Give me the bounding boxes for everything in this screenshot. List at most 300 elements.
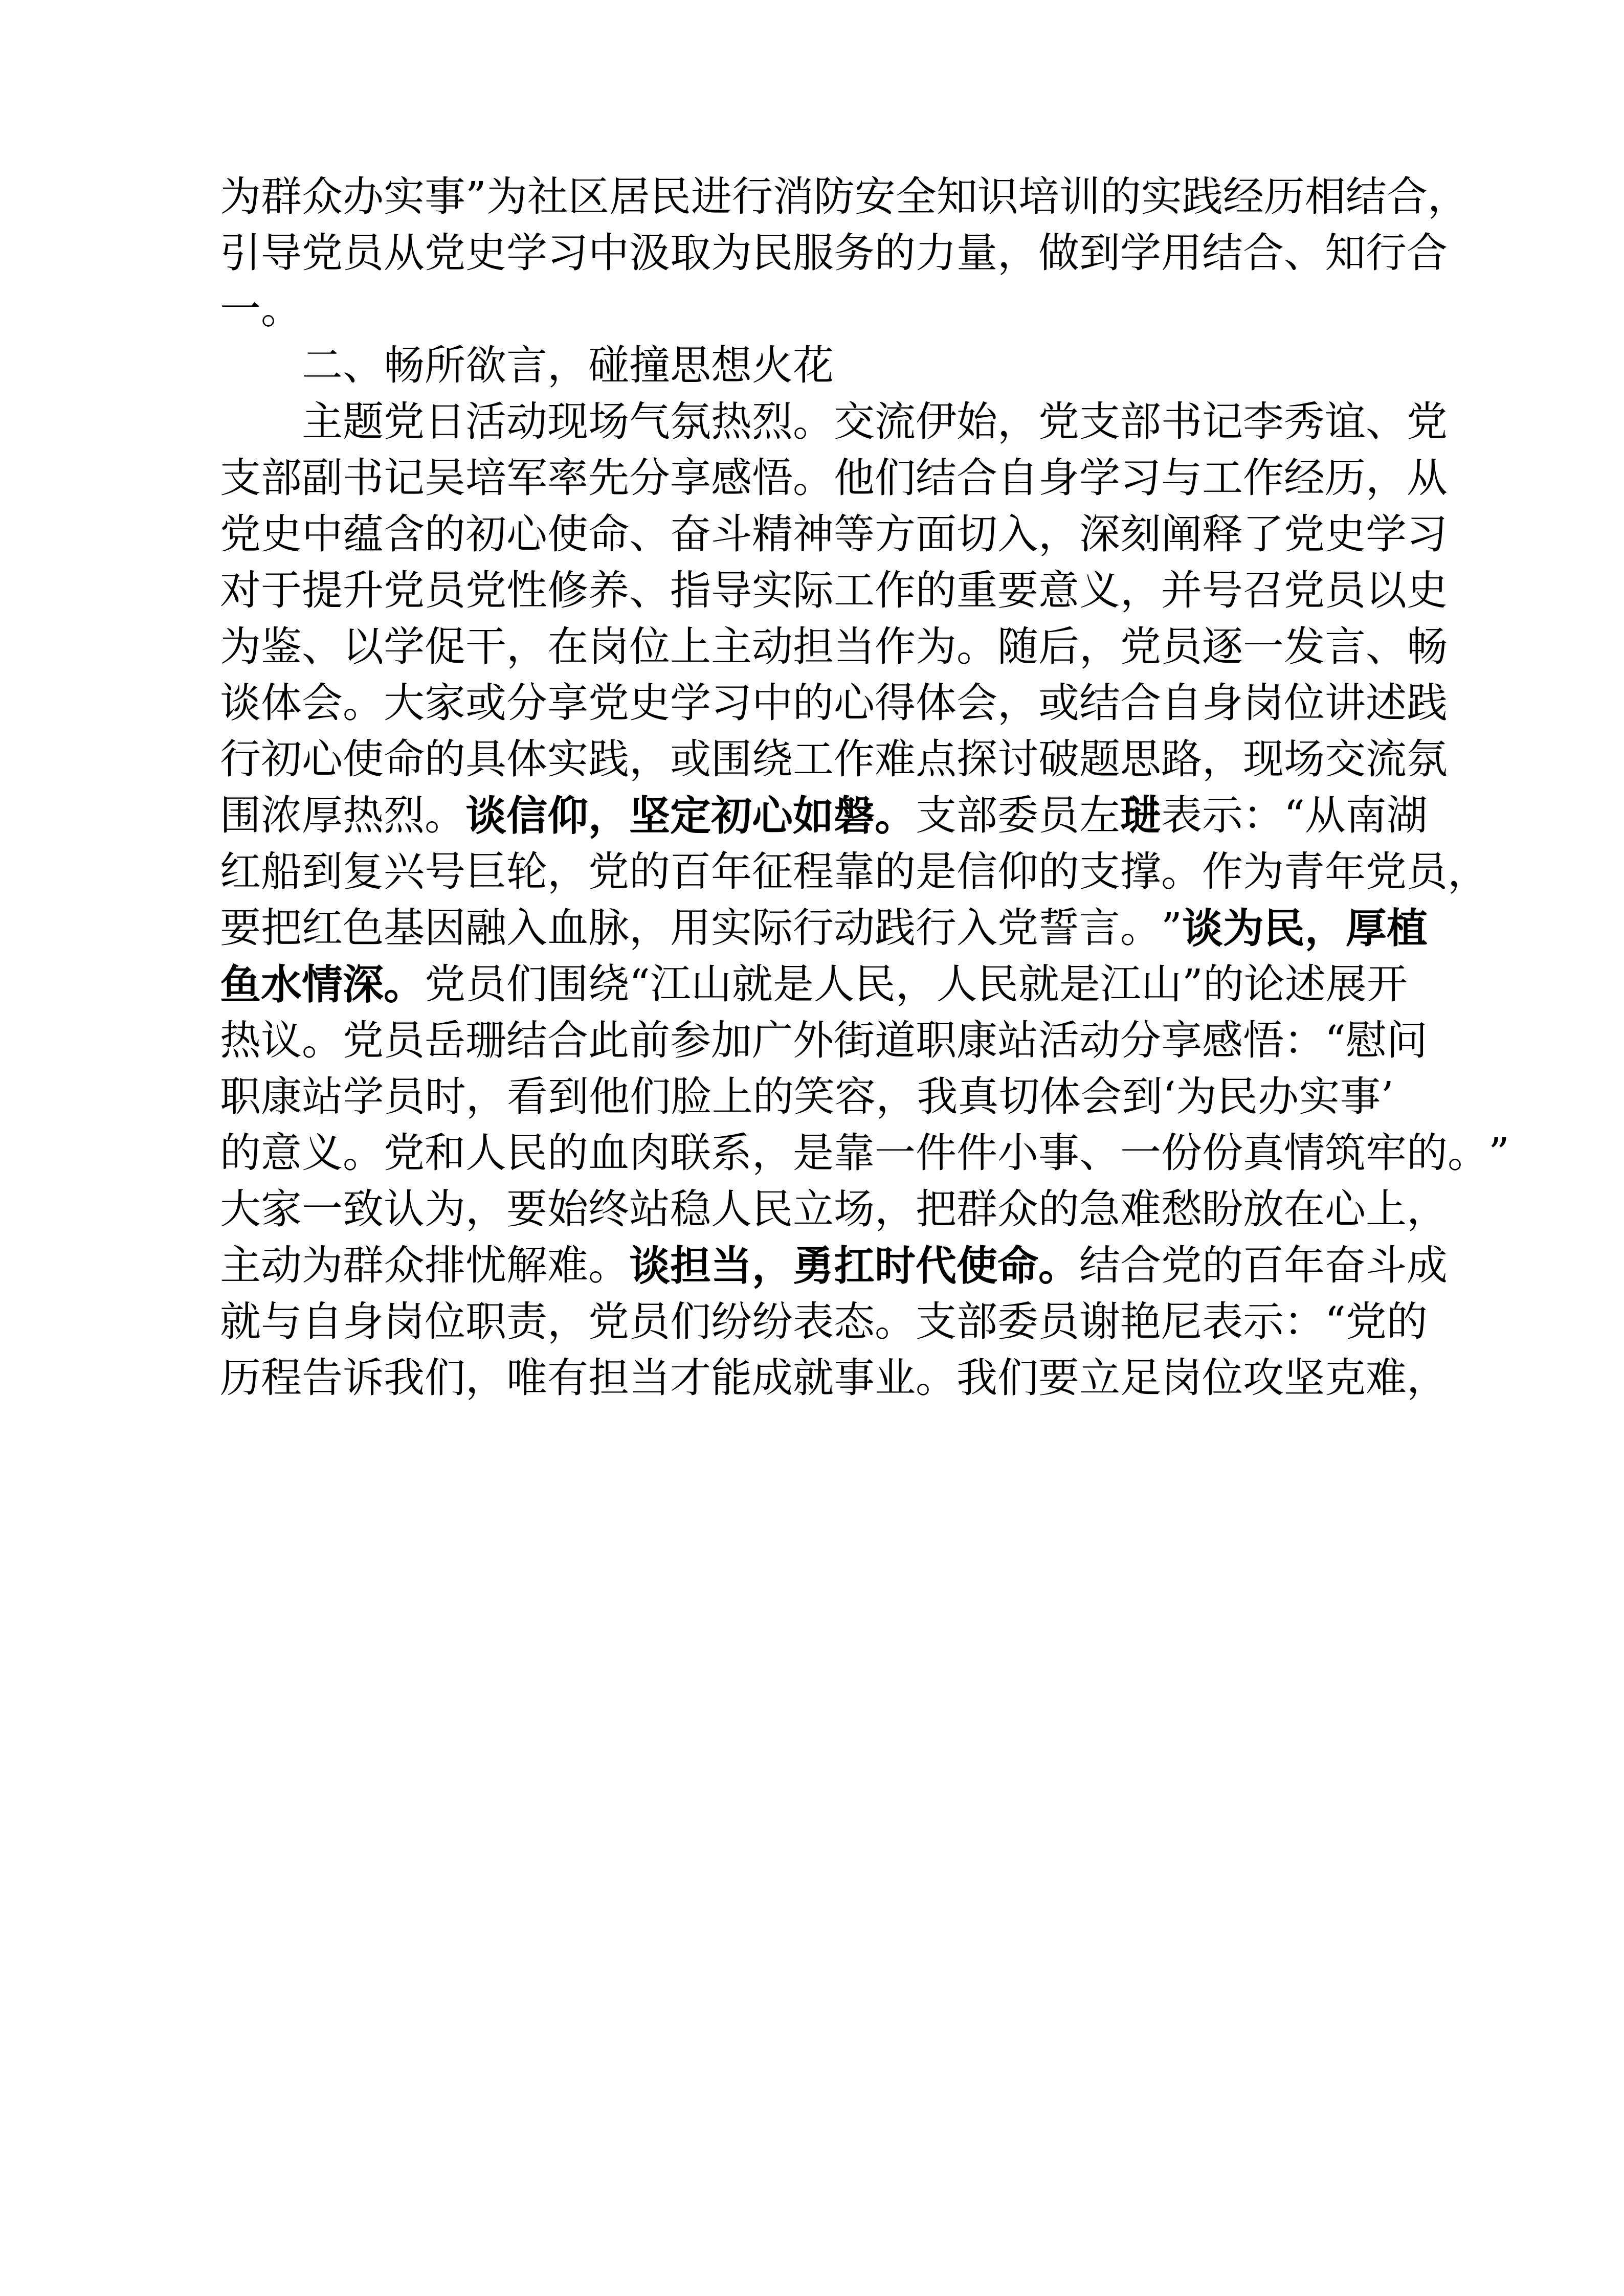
document-glyph: 引 xyxy=(220,229,261,277)
document-glyph: 部 xyxy=(261,454,302,502)
document-glyph: 是 xyxy=(793,1129,834,1177)
document-glyph: ， xyxy=(547,1298,588,1345)
document-line xyxy=(220,562,1448,619)
document-glyph: 居 xyxy=(609,173,650,220)
document-glyph: 情 xyxy=(1284,1129,1325,1177)
document-glyph: “ xyxy=(1325,1017,1346,1064)
document-glyph: ” xyxy=(465,173,486,220)
document-glyph: 融 xyxy=(465,904,506,952)
document-glyph: 命 xyxy=(997,1242,1038,1290)
document-glyph: 党 xyxy=(588,1298,629,1345)
document-glyph: 愁 xyxy=(1161,1185,1202,1233)
document-glyph: 体 xyxy=(261,679,302,727)
document-glyph: 性 xyxy=(506,567,547,614)
document-glyph: 入 xyxy=(956,904,997,952)
document-glyph: 习 xyxy=(547,229,588,277)
document-glyph: 享 xyxy=(547,679,588,727)
document-glyph: 部 xyxy=(956,1298,997,1345)
document-line xyxy=(220,506,1448,562)
document-glyph: 气 xyxy=(629,398,670,445)
document-glyph: 。 xyxy=(793,454,834,502)
document-glyph: 主 xyxy=(220,1242,261,1289)
document-glyph: 事 xyxy=(1340,1073,1381,1120)
document-glyph: 员 xyxy=(384,1017,425,1064)
document-glyph: 康 xyxy=(261,1073,302,1120)
document-glyph: 合 xyxy=(1243,229,1284,277)
document-glyph: 笑 xyxy=(793,1073,835,1120)
document-glyph: 阐 xyxy=(1161,510,1202,558)
document-glyph: 船 xyxy=(261,848,302,895)
document-glyph: 誓 xyxy=(1038,904,1079,952)
document-glyph: 仰 xyxy=(997,848,1038,895)
document-glyph: 意 xyxy=(261,1129,302,1177)
document-glyph: 艳 xyxy=(1120,1298,1161,1345)
document-glyph: 学 xyxy=(1120,229,1161,277)
document-glyph: 的 xyxy=(425,510,465,558)
document-glyph: 党 xyxy=(302,229,343,277)
document-glyph: 。 xyxy=(343,679,384,727)
document-glyph: 面 xyxy=(916,510,956,558)
document-glyph: 用 xyxy=(670,904,711,952)
document-glyph: ， xyxy=(465,1354,506,1402)
document-glyph: 意 xyxy=(1038,567,1079,614)
document-glyph: ， xyxy=(547,848,588,895)
document-glyph: 培 xyxy=(1018,173,1059,220)
document-glyph: 慰 xyxy=(1345,1017,1387,1064)
document-glyph: 定 xyxy=(670,792,711,840)
document-glyph: 如 xyxy=(793,792,834,840)
document-glyph: 委 xyxy=(997,1298,1038,1345)
document-glyph: 心 xyxy=(834,679,875,727)
document-glyph: 动 xyxy=(261,1242,302,1289)
document-glyph: 号 xyxy=(425,848,465,895)
document-glyph: 结 xyxy=(1079,1242,1120,1289)
document-glyph: ， xyxy=(1407,1354,1448,1402)
document-glyph: 切 xyxy=(998,1073,1040,1120)
document-glyph: 身 xyxy=(343,1298,384,1345)
document-glyph: 热 xyxy=(711,398,752,445)
document-glyph: 事 xyxy=(425,173,465,220)
document-glyph: 员 xyxy=(425,567,465,614)
document-glyph: ， xyxy=(1407,1185,1448,1233)
document-glyph: 区 xyxy=(568,173,609,220)
document-glyph: 山 xyxy=(691,960,732,1008)
document-glyph: 们 xyxy=(997,1354,1038,1402)
document-glyph: 忧 xyxy=(465,1242,506,1289)
document-glyph: 奋 xyxy=(670,510,711,558)
document-glyph: 红 xyxy=(220,848,261,895)
document-glyph: 先 xyxy=(588,454,629,502)
document-glyph: 容 xyxy=(835,1073,876,1120)
document-glyph: ， xyxy=(752,1129,793,1177)
document-glyph: 使 xyxy=(343,735,384,783)
document-glyph: 勇 xyxy=(793,1242,834,1290)
document-glyph: 浓 xyxy=(261,792,302,839)
document-glyph: 水 xyxy=(261,960,302,1008)
document-glyph: 工 xyxy=(1202,454,1243,502)
document-glyph: 康 xyxy=(956,1017,997,1064)
document-text-body xyxy=(220,169,1509,1406)
document-line xyxy=(220,169,1469,225)
document-glyph: 历 xyxy=(1325,454,1366,502)
document-glyph: 结 xyxy=(916,454,956,502)
document-glyph: ， xyxy=(465,1185,506,1233)
document-glyph: 修 xyxy=(547,567,588,614)
document-glyph: 支 xyxy=(916,1298,956,1345)
document-line xyxy=(220,787,1428,844)
document-glyph: 动 xyxy=(752,623,793,670)
document-glyph: 体 xyxy=(506,735,547,783)
document-glyph: 务 xyxy=(834,229,875,277)
document-glyph: 会 xyxy=(956,679,997,727)
document-glyph: 上 xyxy=(1366,1185,1407,1233)
document-glyph: 热 xyxy=(343,792,384,839)
document-glyph: 山 xyxy=(1141,960,1182,1008)
document-glyph: 示 xyxy=(1202,792,1243,839)
document-glyph: ， xyxy=(465,1073,507,1120)
document-glyph: 合 xyxy=(1120,1242,1161,1289)
document-glyph: 、 xyxy=(1366,398,1407,445)
document-glyph: 岗 xyxy=(1161,1354,1202,1402)
document-glyph: 百 xyxy=(670,848,711,895)
document-glyph: 的 xyxy=(1038,848,1079,895)
document-glyph: 一 xyxy=(1243,623,1284,670)
document-glyph: 表 xyxy=(793,1298,834,1345)
document-glyph: 要 xyxy=(997,567,1038,614)
document-glyph: 悟 xyxy=(1243,1017,1284,1064)
document-glyph: 员 xyxy=(1161,623,1202,670)
document-glyph: 现 xyxy=(1243,735,1284,783)
document-glyph: 众 xyxy=(302,173,343,220)
document-line xyxy=(220,281,1394,337)
document-glyph: 巨 xyxy=(465,848,506,895)
document-glyph: 行 xyxy=(220,735,261,783)
document-glyph: 促 xyxy=(425,623,465,670)
document-glyph: 路 xyxy=(1161,735,1202,783)
document-glyph: 脸 xyxy=(671,1073,712,1120)
document-glyph: 岗 xyxy=(1243,679,1284,727)
document-glyph: 汲 xyxy=(629,229,670,277)
document-glyph: 位 xyxy=(1202,1354,1243,1402)
document-glyph: 大 xyxy=(220,1185,261,1233)
document-glyph: ， xyxy=(997,679,1038,727)
document-run: 一。 xyxy=(220,285,302,333)
document-glyph: 感 xyxy=(711,454,752,502)
document-glyph: 实 xyxy=(1141,173,1182,220)
document-glyph: 切 xyxy=(956,510,997,558)
document-glyph: 琎 xyxy=(1120,792,1161,839)
document-glyph: 场 xyxy=(1284,735,1325,783)
document-glyph: 作 xyxy=(1202,848,1243,895)
document-glyph: 就 xyxy=(793,1354,834,1402)
document-glyph: 站 xyxy=(302,1073,343,1120)
document-glyph: 员 xyxy=(465,960,506,1008)
document-glyph: 安 xyxy=(854,173,896,220)
document-glyph: 年 xyxy=(1325,848,1366,895)
document-glyph: 践 xyxy=(1182,173,1223,220)
document-glyph: 珊 xyxy=(465,1017,506,1064)
document-glyph: 中 xyxy=(588,229,629,277)
document-glyph: 真 xyxy=(1243,1129,1284,1177)
document-glyph: 结 xyxy=(1345,173,1387,220)
document-glyph: 担 xyxy=(670,1242,711,1290)
document-glyph: 站 xyxy=(997,1017,1038,1064)
document-glyph: ， xyxy=(1448,848,1488,895)
document-glyph: 谢 xyxy=(1079,1298,1120,1345)
document-glyph: 服 xyxy=(793,229,834,277)
document-glyph: 扛 xyxy=(834,1242,875,1290)
document-glyph: 合 xyxy=(1386,173,1428,220)
document-glyph: 就 xyxy=(220,1298,261,1345)
document-line xyxy=(220,394,1448,450)
document-glyph: 态 xyxy=(834,1298,875,1345)
document-glyph: 、 xyxy=(302,623,343,670)
document-glyph: 身 xyxy=(1202,679,1243,727)
document-glyph: 民 xyxy=(854,960,896,1008)
document-glyph: 份 xyxy=(1202,1129,1243,1177)
document-glyph: 担 xyxy=(588,1354,629,1402)
document-glyph: 民 xyxy=(506,1129,547,1177)
document-glyph: 党 xyxy=(1345,1298,1387,1345)
document-glyph: 知 xyxy=(1325,229,1366,277)
document-glyph: 分 xyxy=(506,679,547,727)
document-glyph: 的 xyxy=(220,1129,261,1177)
document-glyph: 当 xyxy=(711,1242,752,1290)
document-glyph: 绕 xyxy=(588,960,629,1008)
document-glyph: 员 xyxy=(1038,1298,1079,1345)
document-line xyxy=(220,956,1408,1012)
document-glyph: 实 xyxy=(384,173,425,220)
document-glyph: 、 xyxy=(1366,623,1407,670)
document-glyph: 为 xyxy=(486,173,527,220)
document-glyph: 学 xyxy=(1366,510,1407,558)
document-glyph: 谈 xyxy=(629,1242,670,1290)
document-glyph: 题 xyxy=(1079,735,1120,783)
document-glyph: 心 xyxy=(506,510,547,558)
document-glyph: ’ xyxy=(1381,1073,1394,1120)
document-glyph: 从 xyxy=(1407,454,1448,502)
document-glyph: 党 xyxy=(425,229,465,277)
document-glyph: 党 xyxy=(997,904,1038,952)
document-glyph: 实 xyxy=(547,735,588,783)
document-glyph: 率 xyxy=(547,454,588,502)
document-glyph: 在 xyxy=(547,623,588,670)
document-glyph: 史 xyxy=(261,510,302,558)
document-glyph: 表 xyxy=(1161,792,1202,839)
document-glyph: 全 xyxy=(895,173,937,220)
document-glyph: 件 xyxy=(956,1129,997,1177)
document-glyph: 行 xyxy=(731,173,773,220)
document-glyph: 员 xyxy=(384,1073,425,1120)
document-glyph: 。 xyxy=(588,1242,629,1289)
document-glyph: 攻 xyxy=(1243,1354,1284,1402)
document-glyph: 言 xyxy=(1079,904,1120,952)
document-line xyxy=(220,450,1448,506)
document-glyph: ， xyxy=(1304,904,1346,952)
document-glyph: 中 xyxy=(302,510,343,558)
document-glyph: 稳 xyxy=(670,1185,711,1233)
document-glyph: 交 xyxy=(834,398,875,445)
document-glyph: 岳 xyxy=(425,1017,465,1064)
document-glyph: 仰 xyxy=(547,792,588,840)
document-glyph: 。 xyxy=(343,1129,384,1177)
document-glyph: 从 xyxy=(384,229,425,277)
document-glyph: 的 xyxy=(1407,1129,1448,1177)
document-glyph: “ xyxy=(629,960,650,1008)
document-glyph: ， xyxy=(629,904,670,952)
document-glyph: ， xyxy=(1427,173,1469,220)
document-glyph: 做 xyxy=(1038,229,1079,277)
document-glyph: 义 xyxy=(1079,567,1120,614)
document-glyph: 湖 xyxy=(1386,792,1428,839)
document-glyph: 入 xyxy=(997,510,1038,558)
document-glyph: 红 xyxy=(302,904,343,952)
document-glyph: 致 xyxy=(343,1185,384,1233)
document-glyph: 结 xyxy=(1079,679,1120,727)
document-glyph: 要 xyxy=(506,1185,547,1233)
document-glyph: 践 xyxy=(588,735,629,783)
document-glyph: 书 xyxy=(1161,398,1202,445)
document-glyph: “ xyxy=(1284,792,1305,839)
document-glyph: 支 xyxy=(1079,848,1120,895)
document-glyph: 学 xyxy=(670,679,711,727)
document-glyph: 办 xyxy=(1258,1073,1299,1120)
document-glyph: 群 xyxy=(956,1185,997,1233)
document-glyph: 伊 xyxy=(916,398,956,445)
document-glyph: 他 xyxy=(589,1073,630,1120)
document-glyph: 难 xyxy=(1366,1354,1407,1402)
document-glyph: 大 xyxy=(384,679,425,727)
document-glyph: 议 xyxy=(261,1017,302,1064)
document-glyph: 看 xyxy=(506,1073,548,1120)
document-glyph: 合 xyxy=(547,1017,588,1064)
document-glyph: 群 xyxy=(343,1242,384,1289)
document-glyph: 血 xyxy=(547,904,588,952)
document-glyph: 行 xyxy=(1366,229,1407,277)
document-glyph: 热 xyxy=(220,1017,261,1064)
document-glyph: 等 xyxy=(834,510,875,558)
document-glyph: 为 xyxy=(1175,1073,1217,1120)
document-glyph: 立 xyxy=(793,1185,834,1233)
document-glyph: 讲 xyxy=(1325,679,1366,727)
document-glyph: 史 xyxy=(629,679,670,727)
document-glyph: 知 xyxy=(936,173,977,220)
document-glyph: 才 xyxy=(670,1354,711,1402)
document-line xyxy=(220,1125,1509,1181)
document-glyph: 众 xyxy=(997,1185,1038,1233)
document-glyph: 以 xyxy=(343,623,384,670)
document-glyph: 站 xyxy=(629,1185,670,1233)
document-glyph: ， xyxy=(588,792,629,840)
document-glyph: 们 xyxy=(670,1298,711,1345)
document-glyph: 开 xyxy=(1366,960,1408,1008)
document-glyph: 代 xyxy=(916,1242,956,1290)
document-glyph: 岗 xyxy=(588,623,629,670)
document-glyph: 信 xyxy=(956,848,997,895)
document-glyph: 的 xyxy=(1203,960,1244,1008)
document-glyph: 含 xyxy=(384,510,425,558)
document-glyph: 、 xyxy=(629,510,670,558)
document-glyph: 场 xyxy=(588,398,629,445)
document-glyph: 。 xyxy=(1120,904,1161,952)
document-glyph: 习 xyxy=(1120,454,1161,502)
document-glyph: 自 xyxy=(997,454,1038,502)
document-glyph: 入 xyxy=(506,904,547,952)
document-glyph: 事 xyxy=(834,1354,875,1402)
document-glyph: 动 xyxy=(506,398,547,445)
document-glyph: 。 xyxy=(875,1298,916,1345)
document-glyph: 并 xyxy=(1161,567,1202,614)
document-glyph: 们 xyxy=(506,960,547,1008)
document-glyph: 秀 xyxy=(1284,398,1325,445)
document-glyph: 难 xyxy=(547,1242,588,1289)
document-glyph: 在 xyxy=(1284,1185,1325,1233)
document-glyph: 使 xyxy=(547,510,588,558)
document-glyph: ， xyxy=(875,1185,916,1233)
document-glyph: 体 xyxy=(1039,1073,1081,1120)
document-glyph: 经 xyxy=(1284,454,1325,502)
document-glyph: 作 xyxy=(1243,454,1284,502)
document-glyph: 、 xyxy=(1284,229,1325,277)
document-glyph: 江 xyxy=(1100,960,1141,1008)
document-glyph: 为 xyxy=(425,1185,465,1233)
document-glyph: 党 xyxy=(588,848,629,895)
document-glyph: 为 xyxy=(302,1242,343,1289)
document-glyph: 深 xyxy=(1079,510,1120,558)
document-glyph: 始 xyxy=(547,1185,588,1233)
document-glyph: 一 xyxy=(875,1129,916,1177)
document-glyph: 与 xyxy=(1161,454,1202,502)
document-glyph: ， xyxy=(997,398,1038,445)
document-glyph: 职 xyxy=(916,1017,956,1064)
document-glyph: 放 xyxy=(1243,1185,1284,1233)
document-glyph: 。 xyxy=(425,792,465,839)
document-glyph: 到 xyxy=(1079,229,1120,277)
document-glyph: 轮 xyxy=(506,848,547,895)
document-glyph: 的 xyxy=(547,1129,588,1177)
document-glyph: 破 xyxy=(1038,735,1079,783)
document-glyph: 升 xyxy=(343,567,384,614)
document-glyph: 支 xyxy=(220,454,261,502)
document-glyph: 消 xyxy=(772,173,814,220)
document-glyph: 分 xyxy=(629,454,670,502)
document-glyph: 学 xyxy=(384,623,425,670)
document-glyph: 们 xyxy=(630,1073,671,1120)
document-glyph: 厚 xyxy=(1345,904,1387,952)
document-glyph: 述 xyxy=(1284,960,1326,1008)
document-glyph: 家 xyxy=(425,679,465,727)
document-glyph: 能 xyxy=(711,1354,752,1402)
document-glyph: 表 xyxy=(1202,1298,1243,1345)
document-glyph: ， xyxy=(997,229,1038,277)
document-glyph: 自 xyxy=(302,1298,343,1345)
document-glyph: 论 xyxy=(1243,960,1285,1008)
document-glyph: 、 xyxy=(1079,1129,1120,1177)
document-glyph: 结 xyxy=(1202,229,1243,277)
document-glyph: ， xyxy=(1038,510,1079,558)
document-glyph: 召 xyxy=(1243,567,1284,614)
document-glyph: 、 xyxy=(629,567,670,614)
document-glyph: 奋 xyxy=(1325,1242,1366,1289)
document-glyph: 活 xyxy=(1038,1017,1079,1064)
document-glyph: 。 xyxy=(1448,1129,1488,1177)
document-glyph: 纷 xyxy=(711,1298,752,1345)
document-glyph: 民 xyxy=(752,229,793,277)
document-glyph: ： xyxy=(1243,792,1284,839)
document-glyph: 要 xyxy=(220,904,261,952)
document-glyph: 因 xyxy=(425,904,465,952)
document-glyph: 史 xyxy=(465,229,506,277)
